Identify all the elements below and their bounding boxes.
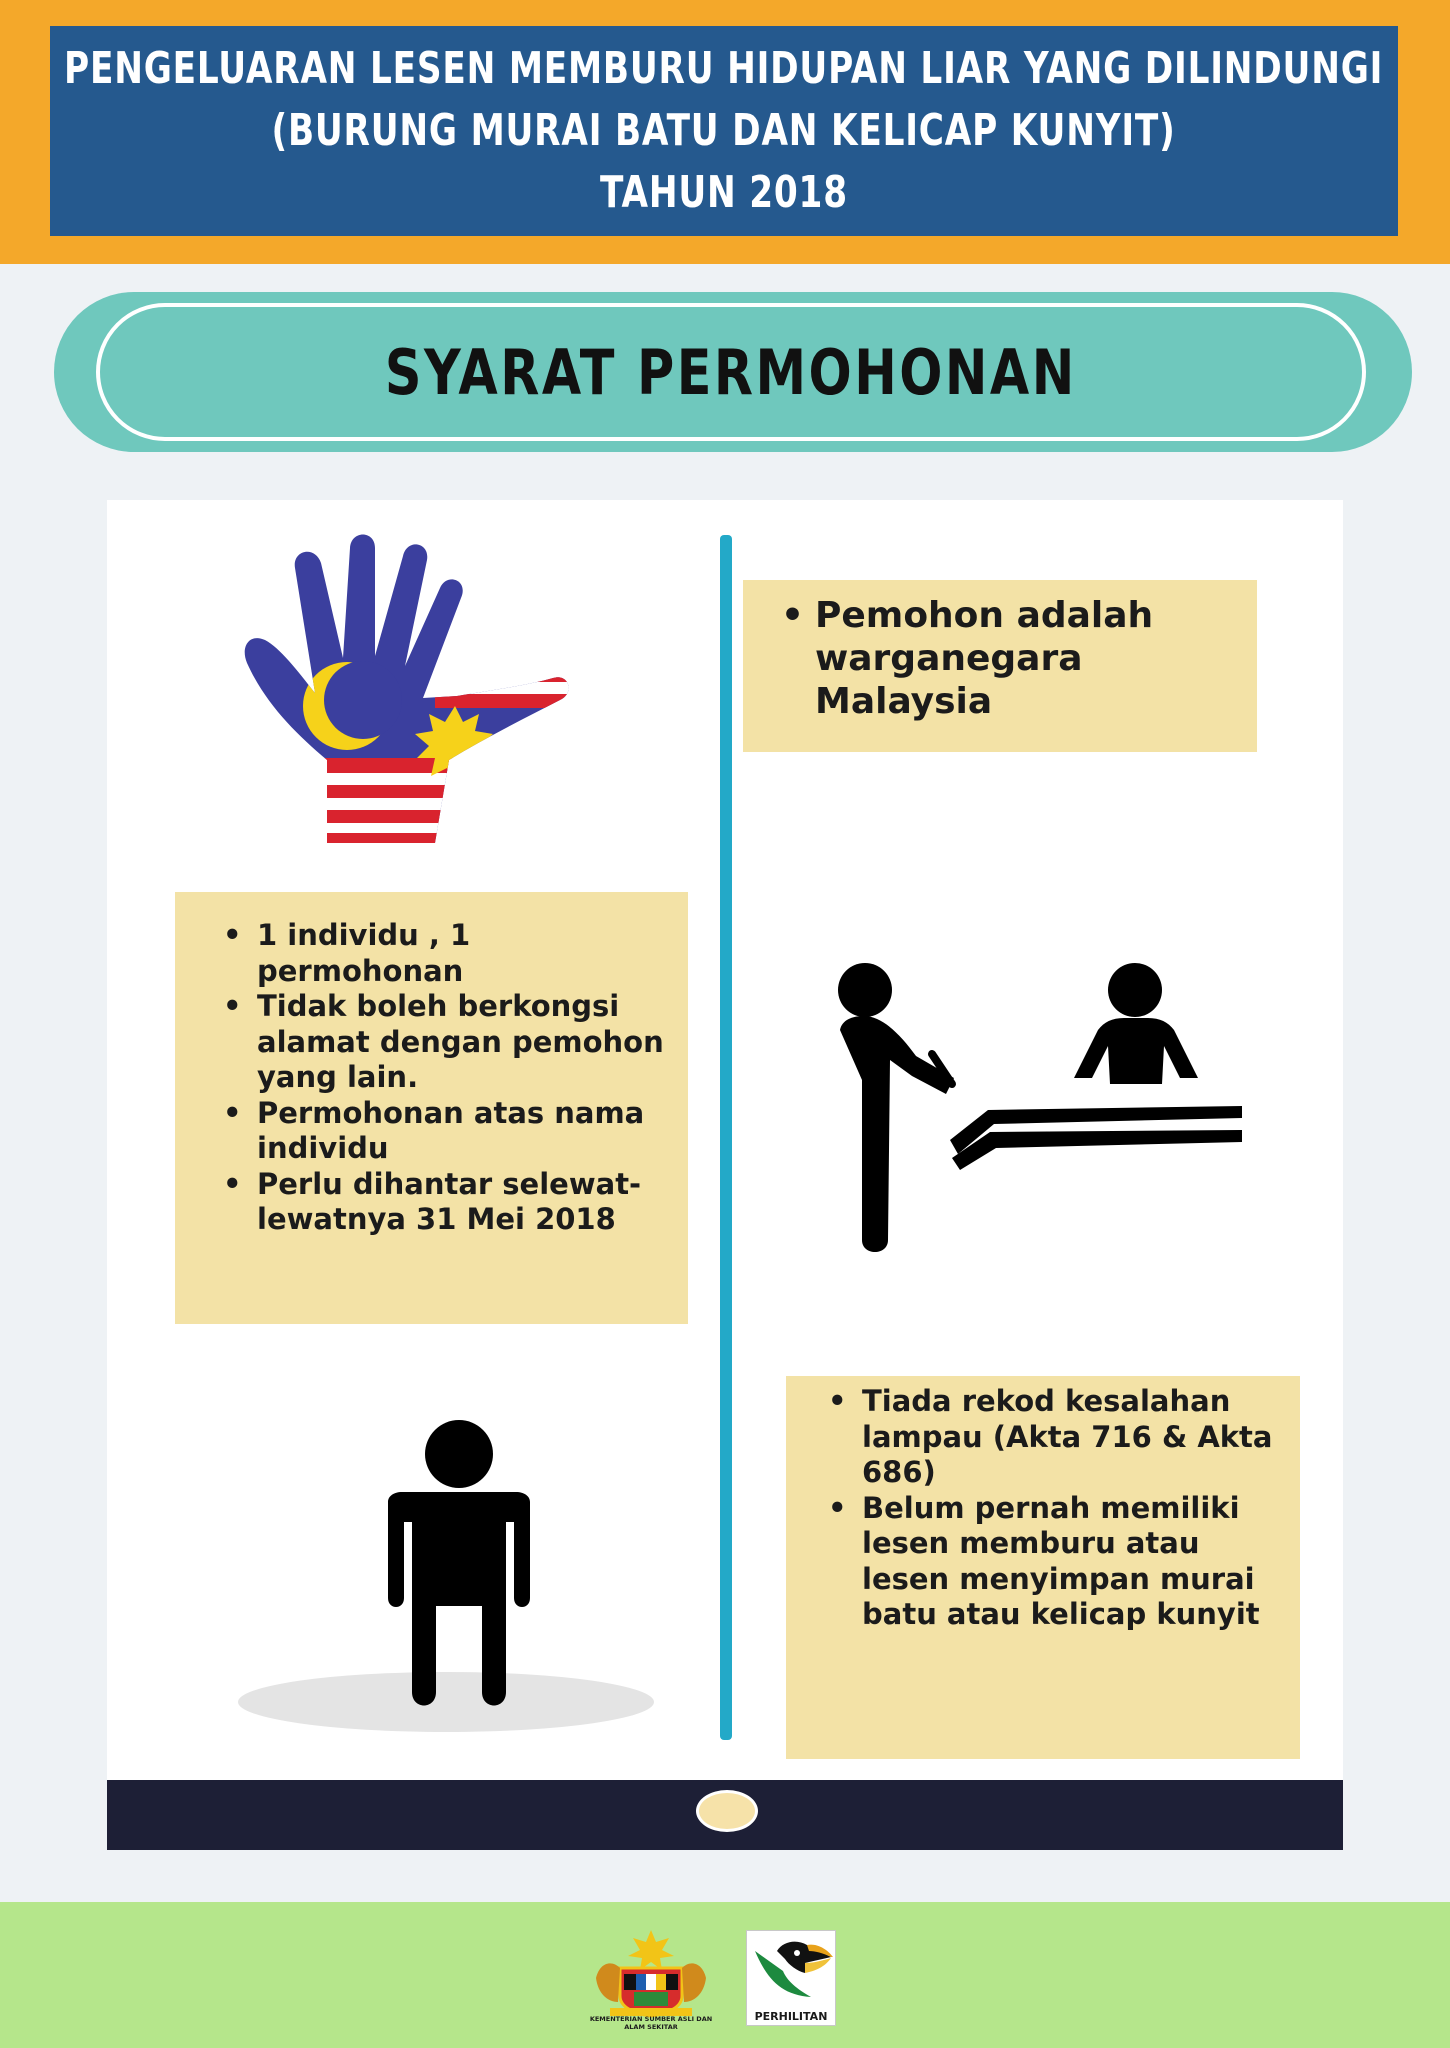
title-line-1: PENGELUARAN LESEN MEMBURU HIDUPAN LIAR YANG DILINDUNGI (64, 43, 1384, 94)
section-title: SYARAT PERMOHONAN (385, 335, 1077, 409)
list-item: • 1 individu , 1 permohonan (215, 918, 664, 989)
page-title (50, 26, 1398, 236)
list-item: • Permohonan atas nama individu (215, 1096, 664, 1167)
agency-logo (746, 1930, 836, 2026)
agency-label: PERHILITAN (754, 2010, 828, 2023)
list-item: • Belum pernah memiliki lesen memburu atau lesen menyimpan murai batu atau kelicap kunyit (820, 1491, 1290, 1633)
standing-person-icon (238, 1420, 658, 1740)
panel-footer-dot (696, 1790, 758, 1832)
requirement-note-record (786, 1376, 1300, 1759)
list-item: • Perlu dihantar selewat-lewatnya 31 Mei 2018 (215, 1167, 664, 1238)
title-line-2: (BURUNG MURAI BATU DAN KELICAP KUNYIT) (271, 105, 1177, 156)
title-line-3: TAHUN 2018 (600, 167, 848, 218)
section-banner-frame (96, 303, 1366, 441)
malaysia-flag-hand-icon (235, 528, 625, 858)
applicant-at-counter-icon (812, 960, 1252, 1260)
requirement-note-citizenship (743, 580, 1257, 752)
requirement-note-application (175, 892, 688, 1324)
bottom-band (0, 1902, 1450, 2048)
ministry-caption: KEMENTERIAN SUMBER ASLI DAN ALAM SEKITAR (589, 2015, 713, 2031)
list-item: • Tidak boleh berkongsi alamat dengan pemohon yang lain. (215, 989, 664, 1096)
perhilitan-hornbill-icon (747, 1931, 837, 2007)
list-item: • Pemohon adalah warganegara Malaysia (773, 594, 1229, 723)
list-item: • Tiada rekod kesalahan lampau (Akta 716 & Akta 686) (820, 1384, 1290, 1491)
timeline-divider (720, 535, 732, 1740)
ministry-crest-logo (590, 1928, 712, 2018)
